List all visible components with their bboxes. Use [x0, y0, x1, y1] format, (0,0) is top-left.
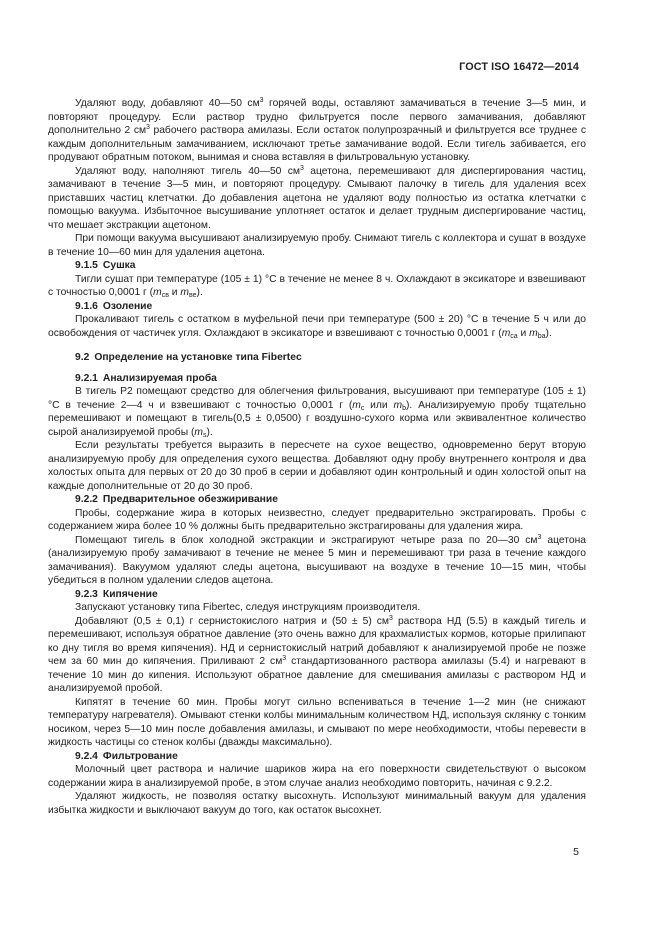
paragraph-fat-content: Пробы, содержание жира в которых неизвестно, следует предварительно экстрагировать. Пробы с содержанием жира более 10 % должны быть предварительно экстрагированы для удаления жира.	[48, 507, 586, 532]
paragraph-remove-liquid: Удаляют жидкость, не позволяя остатку высохнуть. Используют минимальный вакуум для удаления избытка жидкости и выключают вакуум до того, как остаток высохнет.	[48, 791, 586, 816]
section-title: Кипячение	[102, 588, 158, 600]
section-title: Определение на установке типа Fibertec	[94, 352, 302, 363]
section-number: 9.2	[75, 352, 90, 363]
document-body	[48, 97, 586, 817]
section-9-2-heading	[48, 351, 586, 365]
section-number: 9.2.3	[75, 588, 98, 600]
section-title: Озоление	[102, 300, 153, 312]
paragraph-drying: Тигли сушат при температуре (105 ± 1) °С в течение не менее 8 ч. Охлаждают в эксикаторе и взвешивают с точностью 0,0001 г ($m_{св}$ и $m_{ве}$).	[48, 273, 586, 299]
section-9-1-6-heading	[48, 300, 586, 314]
paragraph-acetone-soak: Удаляют воду, наполняют тигель 40—50 $см^3$ ацетона, перемешивают для диспергирования частиц, замачивают в течение 3—5 мин, и повторяют процедуру. Смывают палочку в тигель для удаления всех приставших частиц клетчатки. До добавления ацетона не удаляют воду полностью из остатка клетчатки с помощью вакуума. Избыточное высушивание уплотняет остаток и делает трудным диспергирование частиц, что мешает экстракции ацетоном.	[48, 164, 587, 231]
section-9-2-3-heading	[48, 588, 586, 602]
section-number: 9.2.4	[75, 750, 98, 762]
section-9-2-1-heading	[48, 372, 586, 386]
paragraph-boiling: Кипятят в течение 60 мин. Пробы могут сильно вспениваться в течение 1—2 мин (не снижают температуру нагревателя). Омывают стенки колбы минимальным количеством НД, используя склянку с тонким носиком, через 5—10 мин после добавления амилазы, и смывают по мере необходимости, чтобы перевести в жидкость частицы со стенок колбы (дважды максимально).	[48, 696, 586, 748]
paragraph-milky-solution: Молочный цвет раствора и наличие шариков жира на его поверхности свидетельствуют о высоком содержании жира в анализируемой пробе, в этом случае анализ необходимо повторить, начиная с 9.2.2.	[48, 764, 586, 789]
section-9-2-2-heading	[48, 493, 586, 507]
section-number: 9.1.6	[75, 300, 98, 312]
paragraph-vacuum-dry: При помощи вакуума высушивают анализируемую пробу. Снимают тигель с коллектора и сушат в воздухе в течение 10—60 мин для удаления ацетона.	[48, 233, 586, 258]
paragraph-ashing: Прокаливают тигель с остатком в муфельной печи при температуре (500 ± 20) °С в течение 5 ч или до освобождения от частичек угля. Охлаждают в эксикаторе и взвешивают с точностью 0,0001 г ($m_{са}$ и $m_{ba}$).	[48, 314, 586, 340]
page-number: 5	[573, 846, 579, 858]
section-title: Анализируемая проба	[102, 372, 217, 384]
paragraph-sample-prep: В тигель Р2 помещают средство для облегчения фильтрования, высушивают при температуре (105 ± 1) °С в течение 2—4 ч и взвешивают с точностью 0,0001 г ($m_c$ или $m_b$). Анализируемую пробу тщательно перемешивают и помещают в тигель(0,5 ± 0,0500) г воздушно-сухого корма или эквивалентное количество сырой анализируемой пробы $(m_s)$.	[48, 386, 586, 439]
section-title: Фильтрование	[102, 750, 178, 762]
section-9-2-4-heading	[48, 750, 586, 764]
paragraph-start-fibertec: Запускают установку типа Fibertec, следуя инструкциям производителя.	[75, 602, 421, 613]
paragraph-water-soak: Удаляют воду, добавляют 40—50 $см^3$ горячей воды, оставляют замачиваться в течение 3—5 мин, и повторяют процедуру. Если раствор трудно фильтруется после первого замачивания, добавляют дополнительно 2 $см^3$ рабочего раствора амилазы. Если остаток полупрозрачный и фильтруется все труднее с каждым дополнительным замачиванием, исключают третье замачивание водой. Если тигель забивается, его продувают обратным потоком, вынимая и снова вставляя в фильтровальную установку.	[48, 97, 586, 163]
paragraph-dry-matter: Если результаты требуется выразить в пересчете на сухое вещество, одновременно берут вторую анализируемую пробу для определения сухого вещества. Добавляют одну пробу внутреннего контроля и два холостых опыта для первых от 20 до 30 проб в серии и добавляют один контрольный и один холостой опыт на каждые дополнительные от 20 до 30 проб.	[48, 440, 586, 492]
paragraph-add-reagents: Добавляют (0,5 ± 0,1) г сернистокислого натрия и (50 ± 5) $см^3$ раствора НД (5.5) в каждый тигель и перемешивают, используя обратное давление (это очень важно для крахмалистых кормов, которые прилипают ко дну тигля во время кипячения). НД и сернистокислый натрий добавляют к анализируемой пробе не позже чем за 60 мин до кипячения. Приливают 2 $см^3$ стандартизованного раствора амилазы (5.4) и нагревают в течение 10 мин до кипения. Используют обратное давление для смешивания амилазы с раствором НД и анализируемой пробой.	[48, 614, 586, 694]
section-title: Сушка	[102, 260, 136, 271]
section-number: 9.2.1	[75, 372, 98, 384]
section-number: 9.1.5	[75, 260, 98, 271]
section-number: 9.2.2	[75, 494, 98, 505]
document-header: ГОСТ ISO 16472—2014	[459, 61, 579, 73]
paragraph-cold-extraction: Помещают тигель в блок холодной экстракции и экстрагируют четыре раза по 20—30 $см^3$ ацетона (анализируемую пробу замачивают в течение не менее 5 мин и перемешивают три раза в течение каждого замачивания). Вакуумом удаляют следы ацетона, высушивают на воздухе в течение 10—15 мин, чтобы убедиться в полном удалении следов ацетона.	[48, 533, 586, 586]
section-9-1-5-heading	[48, 259, 586, 273]
section-title: Предварительное обезжиривание	[102, 494, 278, 505]
